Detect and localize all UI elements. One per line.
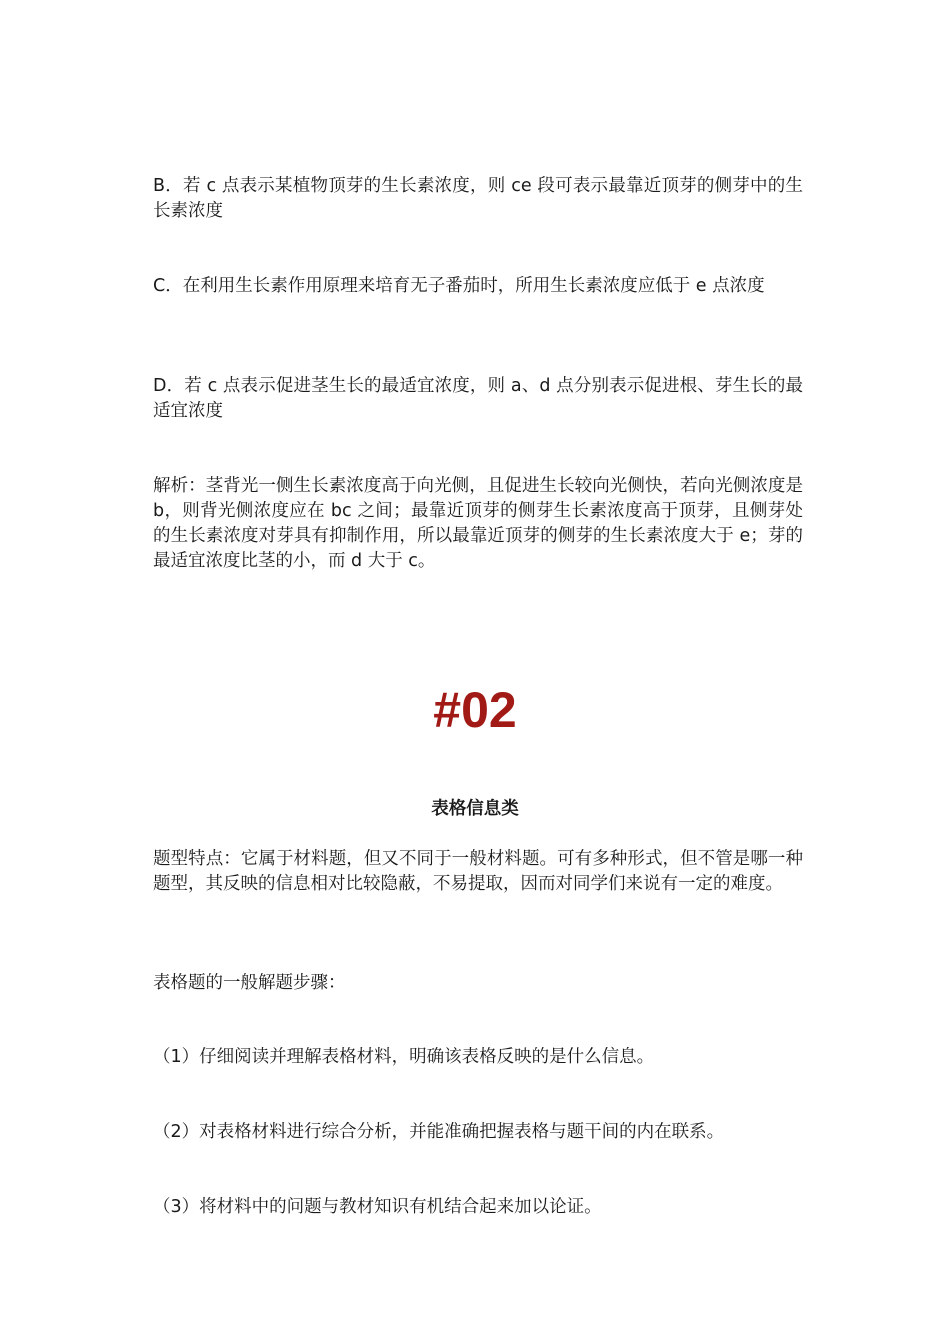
features-text: 题型特点：它属于材料题，但又不同于一般材料题。可有多种形式，但不管是哪一种题型，其反映的信息相对比较隐蔽，不易提取，因而对同学们来说有一定的难度。: [153, 849, 803, 894]
option-d-text: D．若 c 点表示促进茎生长的最适宜浓度，则 a、d 点分别表示促进根、芽生长的最适宜浓度: [153, 376, 803, 421]
analysis-text: 解析：茎背光一侧生长素浓度高于向光侧，且促进生长较向光侧快，若向光侧浓度是 b，则背光侧浓度应在 bc 之间；最靠近顶芽的侧芽生长素浓度高于顶芽，且侧芽处的生长素浓度对芽具有抑制作用，所以最靠近顶芽的侧芽的生长素浓度大于 e；芽的最适宜浓度比茎的小，而 d 大于 c。: [153, 476, 803, 571]
option-b-text: B．若 c 点表示某植物顶芽的生长素浓度，则 ce 段可表示最靠近顶芽的侧芽中的生长素浓度: [153, 176, 803, 221]
option-c-text: C．在利用生长素作用原理来培育无子番茄时，所用生长素浓度应低于 e 点浓度: [153, 276, 765, 296]
section-title: 表格信息类: [431, 799, 519, 819]
section-number: #02: [433, 682, 517, 738]
step-item-2: （2）对表格材料进行综合分析，并能准确把握表格与题干间的内在联系。: [153, 1122, 725, 1142]
steps-heading: 表格题的一般解题步骤：: [153, 973, 346, 993]
step-item-3: （3）将材料中的问题与教材知识有机结合起来加以论证。: [153, 1197, 602, 1217]
step-item-1: （1）仔细阅读并理解表格材料，明确该表格反映的是什么信息。: [153, 1047, 655, 1067]
